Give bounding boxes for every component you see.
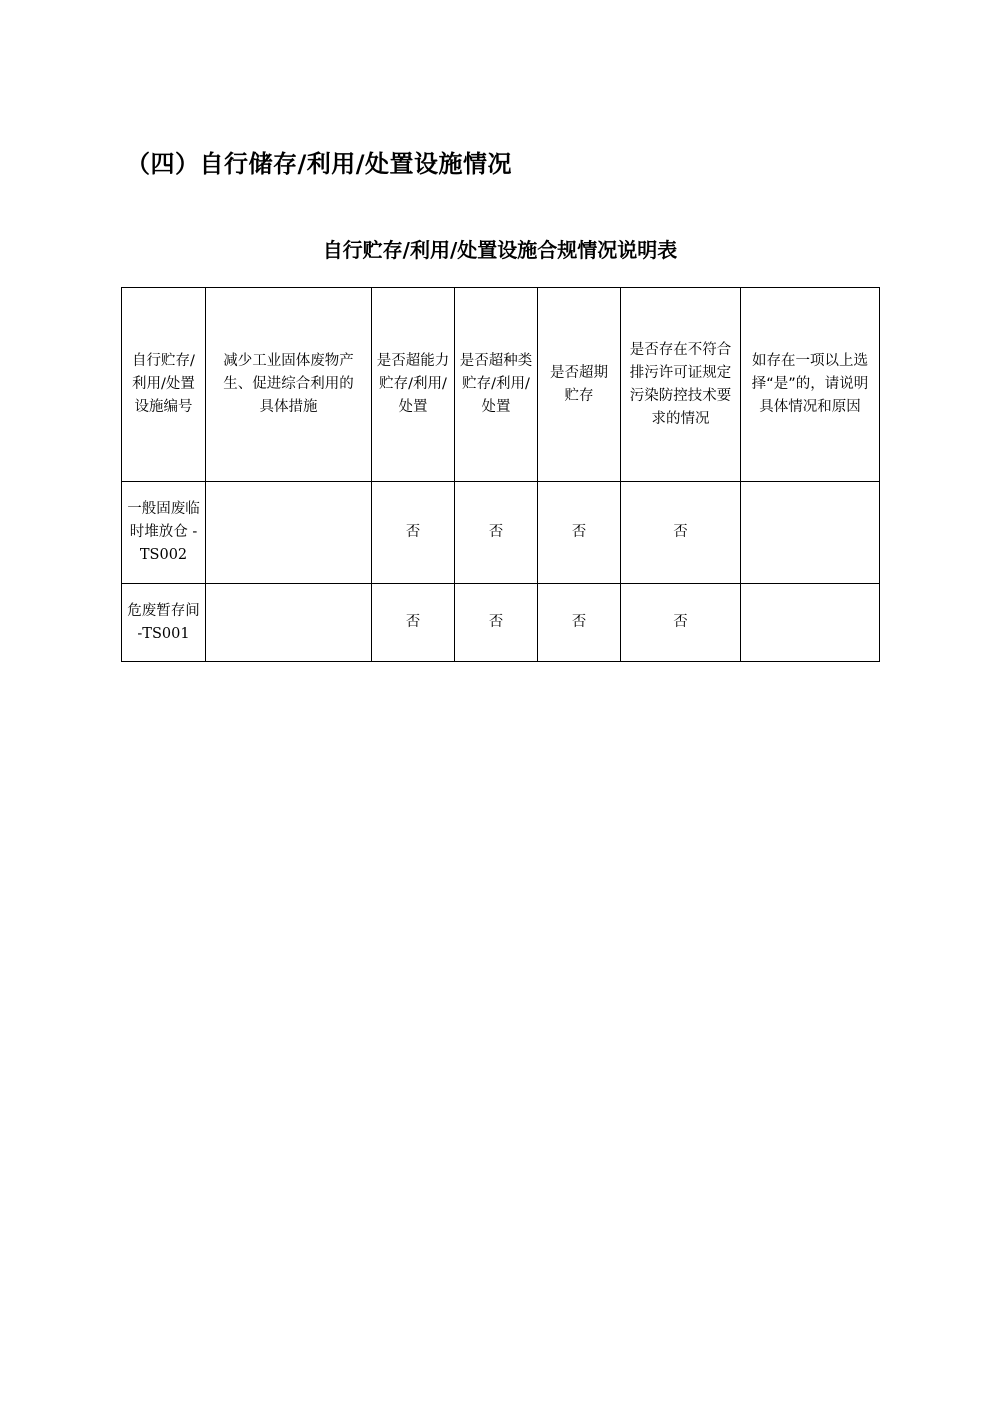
table-row bbox=[122, 584, 880, 662]
header-facility-id: 自行贮存/利用/处置设施编号 bbox=[122, 288, 206, 482]
section-heading: （四）自行储存/利用/处置设施情况 bbox=[126, 150, 513, 178]
compliance-table bbox=[121, 287, 880, 662]
cell-over-capacity: 否 bbox=[372, 584, 455, 662]
cell-over-capacity: 否 bbox=[372, 482, 455, 584]
cell-facility-id: 一般固废临时堆放仓 -TS002 bbox=[122, 482, 206, 584]
header-explanation: 如存在一项以上选择“是”的，请说明具体情况和原因 bbox=[741, 288, 880, 482]
cell-explanation bbox=[741, 482, 880, 584]
header-over-period: 是否超期贮存 bbox=[538, 288, 621, 482]
table-header-row bbox=[122, 288, 880, 482]
cell-over-type: 否 bbox=[455, 482, 538, 584]
cell-over-period: 否 bbox=[538, 584, 621, 662]
table-row bbox=[122, 482, 880, 584]
cell-non-compliance: 否 bbox=[621, 482, 741, 584]
table-title: 自行贮存/利用/处置设施合规情况说明表 bbox=[322, 238, 678, 262]
header-over-capacity: 是否超能力贮存/利用/处置 bbox=[372, 288, 455, 482]
header-non-compliance: 是否存在不符合排污许可证规定污染防控技术要求的情况 bbox=[621, 288, 741, 482]
cell-over-type: 否 bbox=[455, 584, 538, 662]
cell-explanation bbox=[741, 584, 880, 662]
cell-over-period: 否 bbox=[538, 482, 621, 584]
cell-non-compliance: 否 bbox=[621, 584, 741, 662]
cell-facility-id: 危废暂存间 -TS001 bbox=[122, 584, 206, 662]
header-measures: 减少工业固体废物产生、促进综合利用的具体措施 bbox=[206, 288, 372, 482]
cell-measures bbox=[206, 584, 372, 662]
cell-measures bbox=[206, 482, 372, 584]
header-over-type: 是否超种类贮存/利用/处置 bbox=[455, 288, 538, 482]
